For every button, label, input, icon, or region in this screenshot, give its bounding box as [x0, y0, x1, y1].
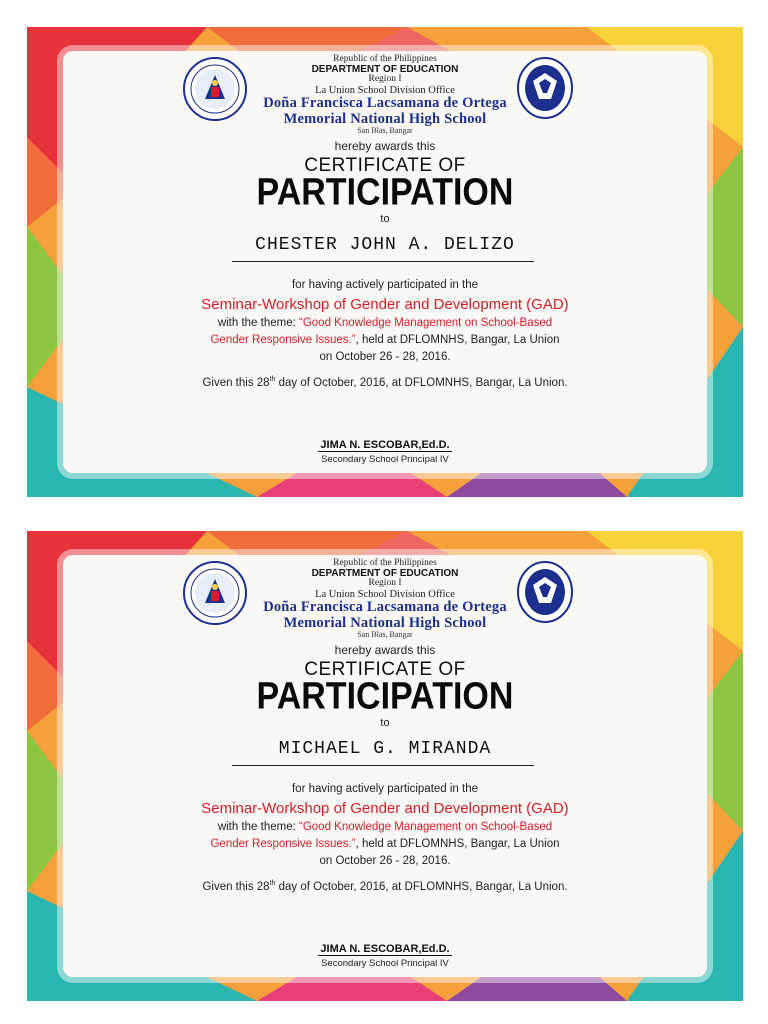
- region-text: Region I: [368, 74, 402, 85]
- republic-text: Republic of the Philippines: [333, 558, 437, 568]
- certificate-of-title: CERTIFICATE OF: [304, 155, 466, 176]
- department-text: DEPARTMENT OF EDUCATION: [311, 567, 459, 579]
- theme-prefix: with the theme:: [217, 821, 299, 833]
- event-date: on October 26 - 28, 2016.: [319, 855, 451, 867]
- held-at: , held at DFLOMNHS, Bangar, La Union: [355, 838, 560, 850]
- name-underline: [232, 765, 534, 766]
- to-text: to: [380, 213, 390, 225]
- theme-line: [27, 315, 743, 332]
- school-location: San Blas, Bangar: [357, 125, 413, 135]
- given-ordinal: th: [269, 376, 276, 383]
- theme-part2: Gender Responsive Issues.”: [210, 334, 356, 346]
- signatory-name: JIMA N. ESCOBAR,Ed.D.: [320, 943, 450, 955]
- division-text: La Union School Division Office: [315, 85, 455, 97]
- school-name-line1: Doña Francisca Lacsamana de Ortega: [263, 599, 507, 616]
- theme-line: [27, 819, 743, 836]
- given-prefix: Given this 28: [202, 376, 270, 389]
- division-text: La Union School Division Office: [315, 589, 455, 601]
- theme-line2: [27, 836, 743, 853]
- republic-text: Republic of the Philippines: [333, 54, 437, 64]
- recipient-name: MICHAEL G. MIRANDA: [278, 739, 492, 759]
- school-name-line2: Memorial National High School: [283, 110, 487, 127]
- participation-title: PARTICIPATION: [256, 674, 514, 718]
- given-suffix: day of October, 2016, at DFLOMNHS, Bangar, La Union.: [275, 376, 568, 389]
- participation-line: for having actively participated in the: [291, 279, 479, 291]
- awards-text: hereby awards this: [334, 139, 436, 153]
- theme-prefix: with the theme:: [217, 317, 299, 329]
- certificate-body: [27, 277, 743, 366]
- department-text: DEPARTMENT OF EDUCATION: [311, 63, 459, 75]
- certificate-of-title: CERTIFICATE OF: [304, 659, 466, 680]
- theme-part1: “Good Knowledge Management on School-Based: [299, 821, 553, 833]
- theme-line2: [27, 332, 743, 349]
- seminar-title: Seminar-Workshop of Gender and Development (GAD): [201, 800, 569, 817]
- letterhead: [27, 559, 743, 639]
- region-text: Region I: [368, 578, 402, 589]
- given-prefix: Given this 28: [202, 880, 270, 893]
- given-suffix: day of October, 2016, at DFLOMNHS, Bangar, La Union.: [275, 880, 568, 893]
- given-line: [27, 880, 743, 893]
- certificate-content: [27, 531, 743, 1001]
- certificate-body: [27, 781, 743, 870]
- given-line: [27, 376, 743, 389]
- school-name-line1: Doña Francisca Lacsamana de Ortega: [263, 95, 507, 112]
- signatory-position: Secondary School Principal IV: [321, 958, 449, 969]
- signatory-position: Secondary School Principal IV: [321, 454, 449, 465]
- held-at: , held at DFLOMNHS, Bangar, La Union: [355, 334, 560, 346]
- certificate: [27, 531, 743, 1001]
- given-ordinal: th: [269, 880, 276, 887]
- signatory-name: JIMA N. ESCOBAR,Ed.D.: [320, 439, 450, 451]
- participation-title: PARTICIPATION: [256, 170, 514, 214]
- school-location: San Blas, Bangar: [357, 629, 413, 639]
- to-text: to: [380, 717, 390, 729]
- letterhead: [27, 55, 743, 135]
- certificate: [27, 27, 743, 497]
- certificate-content: [27, 27, 743, 497]
- participation-line: for having actively participated in the: [291, 783, 479, 795]
- theme-part2: Gender Responsive Issues.”: [210, 838, 356, 850]
- name-underline: [232, 261, 534, 262]
- event-date: on October 26 - 28, 2016.: [319, 351, 451, 363]
- awards-text: hereby awards this: [334, 643, 436, 657]
- recipient-name: CHESTER JOHN A. DELIZO: [255, 235, 515, 255]
- theme-part1: “Good Knowledge Management on School-Based: [299, 317, 553, 329]
- school-name-line2: Memorial National High School: [283, 614, 487, 631]
- seminar-title: Seminar-Workshop of Gender and Development (GAD): [201, 296, 569, 313]
